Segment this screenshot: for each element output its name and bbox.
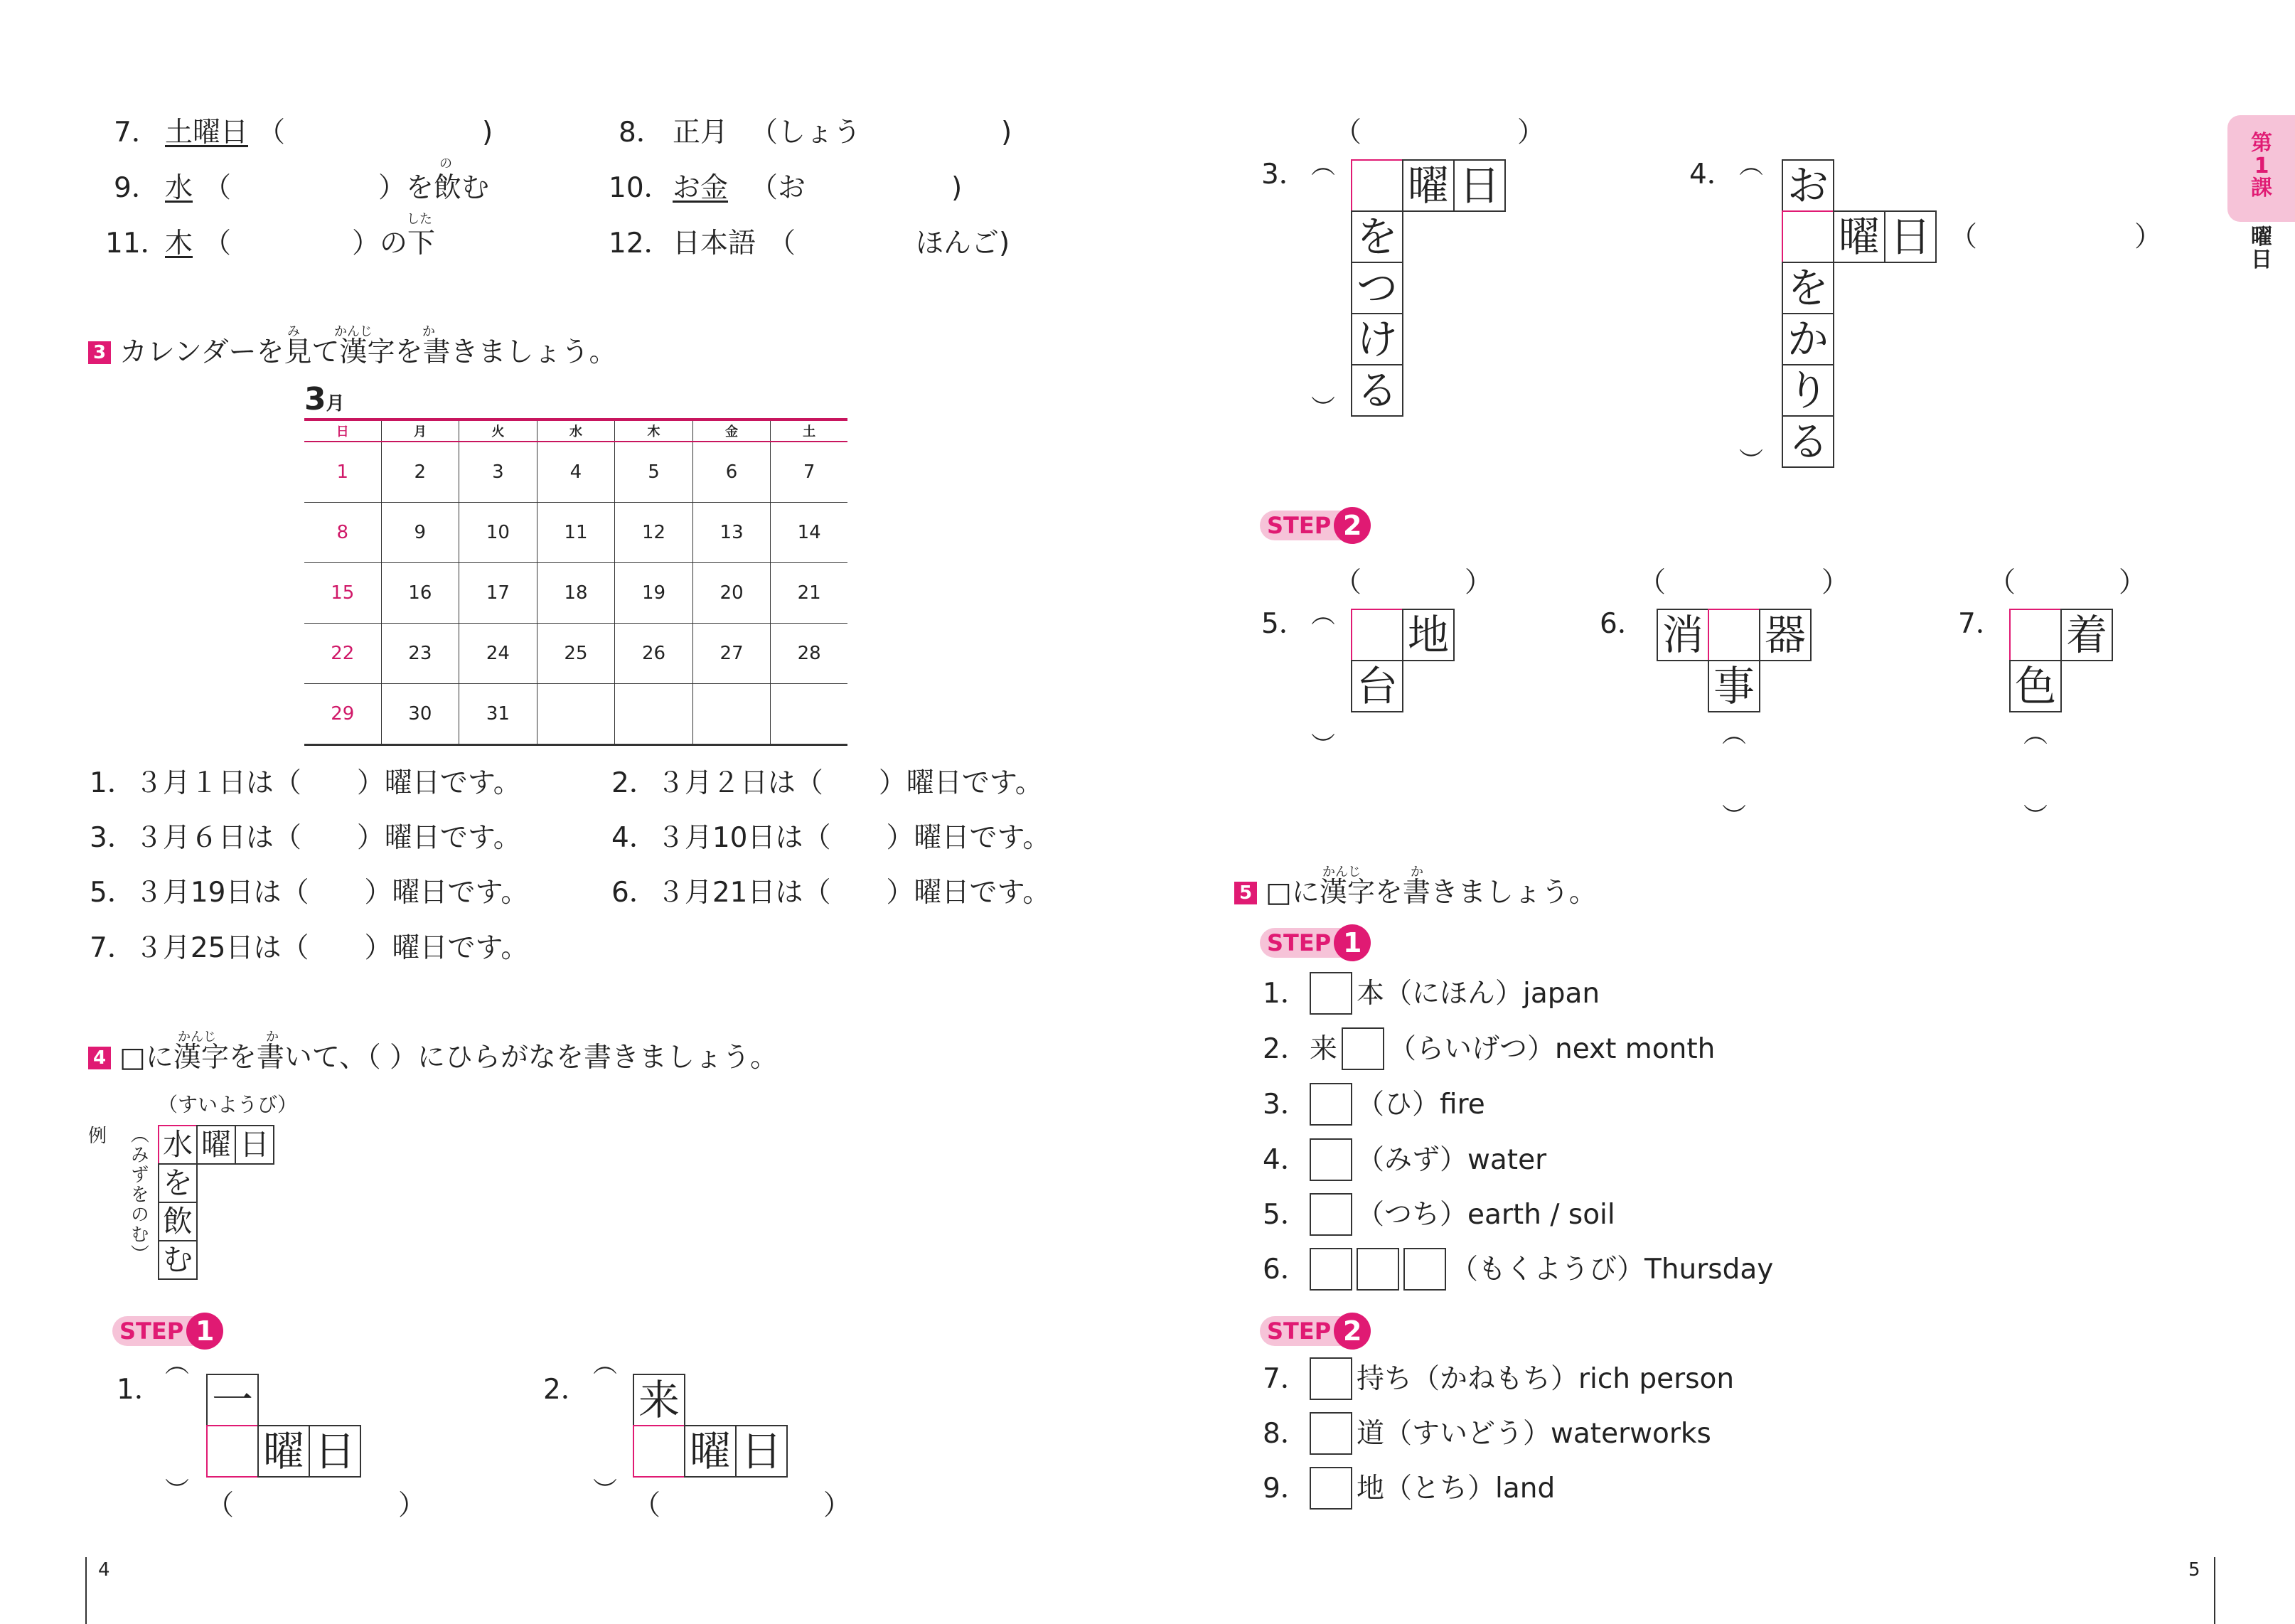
- puzzle-cell: る: [1782, 415, 1834, 468]
- item-number: 10．: [609, 172, 672, 204]
- item-number: 6．: [1263, 1253, 1308, 1286]
- item-word: 木: [165, 228, 193, 260]
- kanji-item: [1263, 1192, 1615, 1236]
- kanji-answer-box[interactable]: [1310, 1412, 1352, 1455]
- puzzle-cell: 日: [1884, 210, 1937, 263]
- section-number-badge: 3: [88, 341, 111, 364]
- puzzle-cell: 曜: [1833, 210, 1885, 263]
- step-1-label: [1260, 928, 1371, 958]
- calendar-day: 10: [459, 503, 537, 563]
- step-number: 2: [1334, 507, 1371, 544]
- ruby-text: かんじ: [178, 1030, 216, 1045]
- kanji-item: [1263, 1247, 1773, 1291]
- puzzle-answer-box[interactable]: [633, 1425, 685, 1478]
- puzzle-number: 3．: [1261, 159, 1307, 191]
- item-number: 12．: [609, 228, 672, 260]
- calendar-week: [304, 442, 847, 503]
- ruby-text: か: [266, 1030, 279, 1045]
- ruby-text: の: [439, 156, 452, 171]
- calendar-question: 4．３月10日は（ ）曜日です。: [611, 822, 1051, 854]
- section-instruction: □に漢字を書いて、（ ）にひらがなを書きましょう。: [119, 1042, 778, 1074]
- example-label: 例: [88, 1126, 107, 1147]
- paren-upper: ︵: [1311, 151, 1335, 180]
- ruby-text: かんじ: [1322, 865, 1361, 880]
- item-number: 7．: [114, 117, 159, 149]
- calendar-week: [304, 563, 847, 624]
- paren-lower: ︶: [1722, 803, 1746, 831]
- section-3-heading: [88, 338, 616, 366]
- puzzle-number: 1．: [117, 1374, 162, 1406]
- open-paren: （: [633, 1490, 661, 1522]
- calendar-day: 11: [537, 503, 615, 563]
- open-paren: （: [1988, 567, 2016, 599]
- open-paren: （: [203, 172, 232, 204]
- page-margin-line: [2214, 1557, 2215, 1624]
- answer-suffix: ほんご): [916, 228, 1010, 260]
- calendar-question: 6．３月21日は（ ）曜日です。: [611, 877, 1051, 909]
- page-margin-line: [85, 1557, 87, 1624]
- item-text: （つち）earth / soil: [1357, 1198, 1615, 1231]
- calendar-day: 1: [304, 442, 381, 503]
- kanji-answer-box[interactable]: [1310, 1083, 1352, 1126]
- calendar-table: [304, 418, 847, 746]
- item-number: 4．: [1263, 1143, 1308, 1176]
- calendar-day: 19: [615, 563, 693, 624]
- kanji-answer-box[interactable]: [1310, 1193, 1352, 1236]
- item-text: 地（とち）land: [1357, 1472, 1556, 1505]
- item-text: （もくようび）Thursday: [1450, 1253, 1774, 1286]
- open-paren: （: [1949, 221, 1978, 253]
- puzzle-cell: お: [1782, 159, 1834, 212]
- puzzle-cell: け: [1351, 313, 1403, 365]
- ruby-text: かんじ: [334, 324, 373, 339]
- puzzle-cell: る: [1351, 364, 1403, 417]
- calendar-day: [615, 684, 693, 745]
- section-instruction: □に漢字を書きましょう。: [1266, 877, 1597, 909]
- weekday-header: 月: [381, 420, 459, 442]
- kanji-item: [1263, 1411, 1711, 1455]
- item-number: 2．: [1263, 1032, 1308, 1065]
- close-paren: ): [1001, 117, 1012, 149]
- kanji-answer-box[interactable]: [1403, 1248, 1446, 1291]
- kanji-answer-box[interactable]: [1310, 1467, 1352, 1510]
- item-number: 9．: [114, 172, 159, 204]
- calendar-day: 23: [381, 624, 459, 684]
- open-paren: （: [203, 228, 232, 260]
- calendar-week: [304, 684, 847, 745]
- puzzle-cell: 曜: [257, 1425, 310, 1478]
- step-number: 2: [1334, 1313, 1371, 1350]
- calendar-day: 2: [381, 442, 459, 503]
- kanji-answer-box[interactable]: [1342, 1027, 1384, 1070]
- paren-lower: ︶: [165, 1477, 189, 1505]
- calendar-day: 14: [771, 503, 847, 563]
- item-word: お金: [673, 172, 729, 204]
- example-reading: （すいようび）: [158, 1093, 298, 1116]
- ruby-text: か: [1411, 865, 1423, 880]
- calendar-day: 9: [381, 503, 459, 563]
- close-paren: ）: [2134, 221, 2163, 253]
- month-number: 3: [304, 381, 326, 417]
- item-number: 8．: [619, 117, 664, 149]
- paren-upper: ︵: [2023, 720, 2048, 749]
- item-number: 1．: [1263, 977, 1308, 1010]
- kanji-item: [1263, 1357, 1734, 1401]
- puzzle-number: 5．: [1261, 608, 1307, 640]
- puzzle-cell: 来: [633, 1374, 685, 1426]
- example-vertical-reading: （みずをのむ）: [127, 1125, 149, 1264]
- item-text: 本（にほん）japan: [1357, 977, 1600, 1010]
- calendar-day: [537, 684, 615, 745]
- calendar-day: 22: [304, 624, 381, 684]
- puzzle-answer-box[interactable]: [1708, 609, 1760, 661]
- calendar-day: 7: [771, 442, 847, 503]
- close-paren: ): [951, 172, 963, 204]
- item-word: 水: [165, 172, 193, 204]
- step-number: 1: [1334, 924, 1371, 961]
- lesson-tab-label: 第1課: [2251, 131, 2272, 201]
- puzzle-answer-box[interactable]: [1351, 609, 1403, 661]
- calendar-day: 4: [537, 442, 615, 503]
- puzzle-cell: 事: [1708, 660, 1760, 712]
- open-paren: （: [768, 228, 796, 260]
- calendar-question: 7．３月25日は（ ）曜日です。: [90, 932, 529, 964]
- kanji-item: [1263, 1027, 1715, 1071]
- calendar-day: 5: [615, 442, 693, 503]
- item-number: 5．: [1263, 1198, 1308, 1231]
- weekday-header: 金: [692, 420, 771, 442]
- puzzle-cell: 地: [1402, 609, 1455, 661]
- puzzle-answer-box[interactable]: [1351, 159, 1403, 212]
- paren-upper: ︵: [1722, 720, 1746, 749]
- calendar-day: [771, 684, 847, 745]
- puzzle-cell: 日: [309, 1425, 361, 1478]
- paren-upper: ︵: [1311, 601, 1335, 629]
- puzzle-cell: 色: [2009, 660, 2062, 712]
- close-paren: ）: [398, 1490, 427, 1522]
- example-cell: 日: [235, 1125, 274, 1165]
- item-number: 7．: [1263, 1362, 1308, 1395]
- paren-lower: ︶: [1739, 447, 1763, 476]
- phrase-suffix: ）の下: [352, 228, 436, 260]
- kanji-item: [1263, 1082, 1485, 1126]
- section-5-heading: [1234, 879, 1597, 907]
- section-number-badge: 5: [1234, 882, 1257, 904]
- paren-lower: ︶: [1311, 732, 1335, 760]
- calendar-day: 12: [615, 503, 693, 563]
- puzzle-cell: つ: [1351, 262, 1403, 314]
- puzzle-cell: 曜: [1402, 159, 1455, 212]
- calendar-question: 5．３月19日は（ ）曜日です。: [90, 877, 529, 909]
- kanji-answer-box[interactable]: [1357, 1248, 1399, 1291]
- puzzle-cell: 曜: [684, 1425, 737, 1478]
- calendar-day: [692, 684, 771, 745]
- page-number: 4: [98, 1559, 110, 1581]
- item-text: （ひ）fire: [1357, 1088, 1485, 1121]
- calendar-day: 31: [459, 684, 537, 745]
- lesson-topic-label: 曜日: [2251, 225, 2272, 272]
- puzzle-cell: 日: [1453, 159, 1506, 212]
- step-number: 1: [186, 1313, 223, 1350]
- item-word: 日本語: [673, 228, 756, 260]
- calendar-day: 21: [771, 563, 847, 624]
- answer-prefix: （しょう: [750, 117, 862, 149]
- kanji-item: [1263, 1138, 1546, 1182]
- weekday-header: 土: [771, 420, 847, 442]
- item-text: 道（すいどう）waterworks: [1357, 1417, 1711, 1450]
- page-number: 5: [2188, 1559, 2200, 1581]
- step-pill: STEP: [1260, 928, 1341, 958]
- item-text: 持ち（かねもち）rich person: [1357, 1362, 1735, 1395]
- step-1-label: [112, 1316, 223, 1346]
- kanji-answer-box[interactable]: [1310, 1138, 1352, 1181]
- example-cell: を: [158, 1163, 198, 1203]
- weekday-header: 火: [459, 420, 537, 442]
- month-suffix: 月: [326, 393, 345, 415]
- weekday-header: 木: [615, 420, 693, 442]
- example-cell: む: [158, 1240, 198, 1280]
- calendar-question: 1．３月１日は（ ）曜日です。: [90, 767, 521, 799]
- kanji-answer-box[interactable]: [1310, 1248, 1352, 1291]
- phrase-suffix: ）を飲む: [378, 172, 490, 204]
- item-text: （らいげつ）next month: [1389, 1032, 1716, 1065]
- puzzle-cell: 一: [206, 1374, 259, 1426]
- paren-upper: ︵: [165, 1350, 189, 1379]
- paren-upper: ︵: [593, 1350, 617, 1379]
- puzzle-cell: 器: [1759, 609, 1812, 661]
- puzzle-answer-box[interactable]: [1782, 210, 1834, 263]
- close-paren: ）: [2119, 567, 2147, 599]
- close-paren: ）: [1465, 567, 1493, 599]
- item-prefix: 来: [1310, 1032, 1338, 1065]
- calendar-day: 25: [537, 624, 615, 684]
- step-2-label: [1260, 1316, 1371, 1346]
- kanji-answer-box[interactable]: [1310, 1357, 1352, 1400]
- open-paren: （: [1334, 117, 1362, 149]
- puzzle-cell: を: [1782, 262, 1834, 314]
- paren-upper: ︵: [1739, 151, 1763, 180]
- open-paren: （: [1334, 567, 1362, 599]
- puzzle-number: 6．: [1600, 608, 1645, 640]
- section-4-heading: [88, 1044, 778, 1072]
- puzzle-cell: り: [1782, 364, 1834, 417]
- calendar-day: 29: [304, 684, 381, 745]
- ruby-text: み: [287, 324, 300, 339]
- weekday-header: 日: [304, 420, 381, 442]
- item-number: 9．: [1263, 1472, 1308, 1505]
- calendar-day: 17: [459, 563, 537, 624]
- calendar-day: 26: [615, 624, 693, 684]
- calendar-question: 2．３月２日は（ ）曜日です。: [611, 767, 1043, 799]
- puzzle-number: 4．: [1689, 159, 1735, 191]
- calendar-day: 30: [381, 684, 459, 745]
- puzzle-answer-box[interactable]: [2009, 609, 2062, 661]
- ruby-text: か: [422, 324, 435, 339]
- item-word: 土曜日: [165, 117, 249, 149]
- paren-lower: ︶: [2023, 803, 2048, 831]
- puzzle-answer-box[interactable]: [206, 1425, 259, 1478]
- example-cell: 曜: [196, 1125, 236, 1165]
- ruby-text: した: [407, 212, 432, 227]
- calendar-week: [304, 624, 847, 684]
- kanji-item: [1263, 971, 1600, 1015]
- paren-lower: ︶: [1311, 395, 1335, 423]
- close-paren: ): [482, 117, 493, 149]
- paren-lower: ︶: [593, 1477, 617, 1505]
- calendar-day: 13: [692, 503, 771, 563]
- step-2-label: [1260, 511, 1371, 540]
- puzzle-cell: 消: [1657, 609, 1709, 661]
- answer-prefix: （お: [750, 172, 806, 204]
- calendar-day: 24: [459, 624, 537, 684]
- section-instruction: カレンダーを見て漢字を書きましょう。: [119, 336, 617, 368]
- puzzle-cell: 着: [2060, 609, 2113, 661]
- calendar-day: 27: [692, 624, 771, 684]
- calendar-day: 28: [771, 624, 847, 684]
- puzzle-cell: 日: [735, 1425, 788, 1478]
- item-text: （みず）water: [1357, 1143, 1547, 1176]
- calendar-question: 3．３月６日は（ ）曜日です。: [90, 822, 521, 854]
- item-number: 8．: [1263, 1417, 1308, 1450]
- close-paren: ）: [1517, 117, 1546, 149]
- example-cell: 水: [158, 1125, 198, 1165]
- close-paren: ）: [1821, 567, 1850, 599]
- calendar-day: 15: [304, 563, 381, 624]
- calendar-day: 6: [692, 442, 771, 503]
- step-pill: STEP: [112, 1316, 193, 1346]
- calendar-day: 18: [537, 563, 615, 624]
- calendar-week: [304, 503, 847, 563]
- open-paren: （: [1638, 567, 1667, 599]
- step-pill: STEP: [1260, 1316, 1341, 1346]
- calendar-day: 3: [459, 442, 537, 503]
- kanji-answer-box[interactable]: [1310, 972, 1352, 1015]
- close-paren: ）: [823, 1490, 852, 1522]
- calendar-day: 16: [381, 563, 459, 624]
- puzzle-number: 7．: [1958, 608, 2004, 640]
- item-number: 11．: [105, 228, 168, 260]
- open-paren: （: [206, 1490, 235, 1522]
- calendar-month: [304, 381, 345, 417]
- weekday-header: 水: [537, 420, 615, 442]
- item-number: 3．: [1263, 1088, 1308, 1121]
- puzzle-cell: 台: [1351, 660, 1403, 712]
- calendar-day: 8: [304, 503, 381, 563]
- puzzle-number: 2．: [543, 1374, 589, 1406]
- step-pill: STEP: [1260, 511, 1341, 540]
- item-word: 正月: [673, 117, 729, 149]
- section-number-badge: 4: [88, 1047, 111, 1069]
- open-paren: （: [257, 117, 286, 149]
- calendar-day: 20: [692, 563, 771, 624]
- puzzle-cell: か: [1782, 313, 1834, 365]
- puzzle-cell: を: [1351, 210, 1403, 263]
- example-cell: 飲: [158, 1202, 198, 1241]
- kanji-item: [1263, 1466, 1555, 1510]
